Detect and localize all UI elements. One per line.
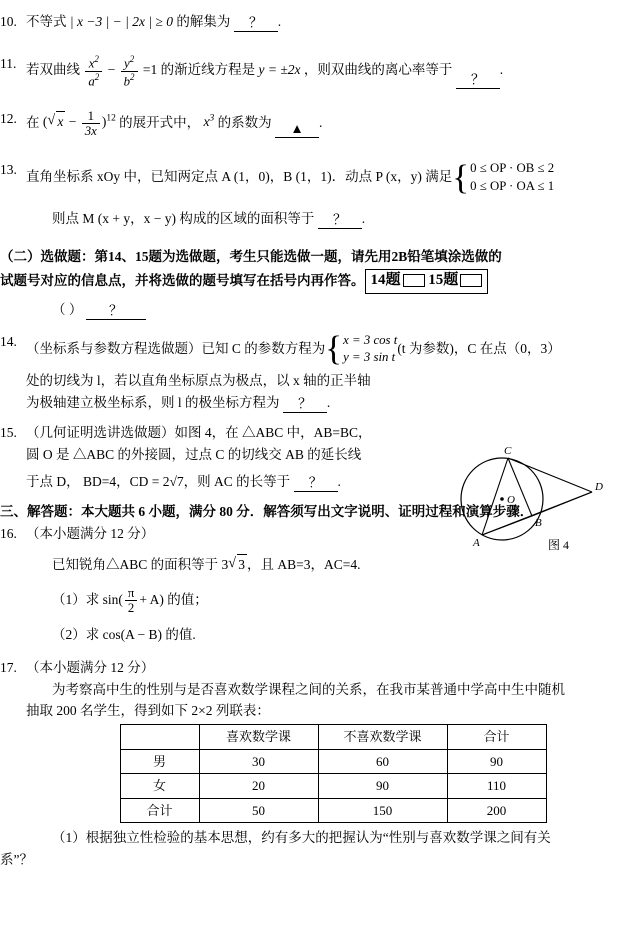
brace-glyph: {: [452, 157, 470, 197]
question-10-expression: | x −3 | − | 2x | ≥ 0: [69, 14, 173, 29]
question-16-line1: [52, 554, 640, 575]
question-13-line1: 直角坐标系 xOy 中，已知两定点 A (1，0)，B (1，1)．动点 P (x，y) 满足: [26, 169, 453, 185]
minus-sign: −: [107, 62, 116, 78]
part-3-heading-prefix: 三、解答题：: [0, 503, 81, 519]
sqrt-3: √ 3: [228, 554, 247, 575]
condition-1: 0 ≤ OP · OB ≤ 2: [470, 161, 555, 176]
question-11-equation: y = ±2x: [258, 62, 301, 78]
question-12-answer-blank[interactable]: ▲: [275, 122, 319, 138]
question-17-header: （本小题满分 12 分）: [26, 659, 155, 675]
question-11-post: ，则双曲线的离心率等于: [303, 62, 453, 78]
fraction-denominator: $a^2$: [88, 71, 100, 89]
answer-bracket[interactable]: （ ）: [52, 301, 83, 317]
label-B: B: [535, 517, 542, 529]
part-2-answer-row: [52, 300, 640, 320]
part-2-heading: [0, 247, 640, 320]
question-12-tail: .: [319, 114, 323, 130]
question-11-body: [26, 54, 640, 88]
question-11: [0, 54, 640, 88]
question-17: [0, 658, 640, 870]
table-row: [120, 749, 546, 774]
part-2-answer-blank[interactable]: ？: [86, 304, 146, 320]
label-O: O: [507, 494, 515, 506]
question-10-post: 的解集为: [176, 14, 231, 29]
brace-glyph: {: [325, 329, 343, 369]
question-14-line3-text: 为极轴建立极坐标系，则 l 的极坐标方程为: [26, 394, 280, 410]
table-cell: 110: [447, 774, 546, 799]
question-11-tail: .: [499, 62, 504, 78]
question-13-answer-blank[interactable]: ？: [318, 213, 362, 229]
label-D: D: [595, 481, 603, 493]
question-14-line1-post: (t 为参数)，C 在点（0，3）: [397, 341, 561, 357]
question-12-pre: 在: [26, 114, 40, 130]
question-14-answer-blank[interactable]: ？: [283, 397, 327, 413]
question-15-line1: （几何证明选讲选做题）如图 4，在 △ABC 中，AB=BC，: [26, 425, 372, 441]
question-14-line2: 处的切线为 l，若以直角坐标原点为极点，以 x 轴的正半轴: [26, 372, 371, 388]
pi-over-2: $\frac{\pi}{2}$: [125, 586, 137, 616]
option-15-checkbox[interactable]: [460, 274, 482, 287]
contingency-table-wrap: [26, 724, 640, 823]
question-11-mid: =1 的渐近线方程是: [142, 62, 256, 78]
question-16: [0, 524, 640, 645]
question-15-line3-text: 于点 D， BD=4，CD = 2√7，则 AC 的长等于: [26, 473, 291, 489]
table-header-cell: 合计: [447, 725, 546, 750]
table-cell: 男: [120, 749, 199, 774]
question-10-body: [26, 12, 640, 32]
brace-lines: [470, 160, 554, 195]
fraction-numerator: $x^2$: [85, 54, 102, 72]
table-cell: 200: [447, 798, 546, 823]
select-box-group[interactable]: [365, 269, 489, 294]
label-C: C: [504, 445, 512, 457]
question-13-line2: [52, 209, 640, 229]
table-cell: 90: [447, 749, 546, 774]
brace-lines: [343, 332, 397, 367]
part-3-heading-text: 本大题共 6 小题，满分 80 分．解答须写出文字说明、证明过程和演算步骤．: [81, 503, 534, 519]
option-14-label: 14题: [370, 272, 401, 289]
question-15-body: [26, 423, 426, 492]
exponent: 12: [106, 113, 116, 124]
question-15-number: 15.: [0, 425, 17, 441]
question-15-line3: [26, 472, 426, 492]
question-16-sub2: （2）求 cos(A − B) 的值.: [52, 627, 196, 643]
question-16-body: [26, 524, 640, 645]
question-11-answer-blank[interactable]: ？: [456, 73, 500, 89]
question-16-sub1-post: + A) 的值；: [139, 591, 208, 607]
question-15-line2: 圆 O 是 △ABC 的外接圆，过点 C 的切线交 AB 的延长线: [26, 447, 362, 463]
part-2-heading-line1: （二）选做题：第14、15题为选做题，考生只能选做一题，请先用2B铅笔填涂选做的: [0, 249, 502, 265]
question-10-answer-blank[interactable]: ？: [234, 16, 278, 32]
option-15-label: 15题: [428, 272, 459, 289]
question-10-number: 10.: [0, 14, 17, 29]
table-cell: 60: [318, 749, 447, 774]
option-14-checkbox[interactable]: [403, 274, 425, 287]
question-10-tail: .: [277, 14, 282, 29]
question-12-number: 12.: [0, 110, 17, 126]
question-14-tail: .: [326, 394, 331, 410]
table-cell: 合计: [120, 798, 199, 823]
inner-fraction: $\frac{1}{3x}$: [82, 109, 100, 139]
condition-2: 0 ≤ OP · OA ≤ 1: [470, 178, 555, 193]
question-14-line1-pre: （坐标系与参数方程选做题）已知 C 的参数方程为: [26, 341, 326, 357]
question-17-sub1-line1: （1）根据独立性检验的基本思想，约有多大的把握认为“性别与喜欢数学课之间有关: [52, 830, 551, 846]
question-12: [0, 109, 640, 139]
question-16-sub1-pre: （1）求 sin(: [52, 591, 123, 607]
question-12-mid: 的展开式中，: [119, 114, 201, 130]
question-11-pre: 若双曲线: [26, 62, 80, 78]
part-2-heading-line2: 试题号对应的信息点，并将选做的题号填写在括号内再作答。: [0, 273, 365, 289]
question-10-pre: 不等式: [26, 14, 67, 29]
question-12-term: $x^3$: [203, 113, 215, 130]
exam-page: [0, 12, 640, 947]
question-16-number: 16.: [0, 526, 17, 542]
table-header-cell: 不喜欢数学课: [318, 725, 447, 750]
question-17-line1: 为考察高中生的性别与是否喜欢数学课程之间的关系，在我市某普通中学高中生中随机: [52, 681, 565, 697]
question-13-number: 13.: [0, 162, 17, 178]
parametric-x: x = 3 cos t: [343, 333, 398, 348]
table-cell: 90: [318, 774, 447, 799]
question-15-answer-blank[interactable]: ？: [294, 476, 338, 492]
table-cell: 50: [199, 798, 318, 823]
question-11-fraction-1: [85, 54, 102, 88]
question-13-line2-text: 则点 M (x + y，x − y) 构成的区域的面积等于: [52, 210, 315, 226]
table-header-cell: 喜欢数学课: [199, 725, 318, 750]
question-17-sub1-line2: 系”？: [0, 851, 33, 867]
table-header-cell: [120, 725, 199, 750]
table-cell: 150: [318, 798, 447, 823]
question-14-line3: [26, 393, 640, 413]
question-12-body: [26, 109, 640, 139]
question-11-fraction-2: [121, 54, 138, 88]
question-15: [0, 423, 640, 492]
table-cell: 20: [199, 774, 318, 799]
question-16-line1-a: 已知锐角△ABC 的面积等于 3: [52, 557, 229, 573]
question-16-line1-b: ，且 AB=3，AC=4.: [247, 557, 361, 573]
question-13: [0, 157, 640, 229]
parametric-y: y = 3 sin t: [343, 350, 396, 365]
fraction-denominator: $b^2$: [123, 71, 135, 89]
question-12-post: 的系数为: [217, 114, 272, 130]
part-3-heading: [0, 502, 640, 522]
question-10: [0, 12, 640, 32]
table-cell: 30: [199, 749, 318, 774]
label-A: A: [473, 537, 480, 549]
question-17-line2: 抽取 200 名学生，得到如下 2×2 列联表：: [26, 703, 270, 719]
question-13-body: [26, 157, 640, 229]
parametric-brace: [325, 329, 398, 369]
table-row: [120, 798, 546, 823]
question-16-sub1: [52, 586, 640, 616]
table-cell: 女: [120, 774, 199, 799]
fraction-numerator: $y^2$: [121, 54, 138, 72]
table-header-row: [120, 725, 546, 750]
table-row: [120, 774, 546, 799]
figure-caption: 图 4: [548, 538, 570, 552]
question-14-number: 14.: [0, 334, 17, 350]
question-17-number: 17.: [0, 659, 17, 675]
question-11-number: 11.: [0, 56, 17, 72]
question-14-body: [26, 329, 640, 413]
question-15-tail: .: [337, 473, 341, 489]
question-14: [0, 329, 640, 413]
question-16-header: （本小题满分 12 分）: [26, 526, 155, 542]
question-13-tail: .: [361, 210, 366, 226]
question-12-expression: ( √ x − $\frac{1}{3x}$ )$^{12}$: [43, 114, 116, 129]
system-brace: [452, 157, 555, 197]
contingency-table: [120, 724, 547, 823]
